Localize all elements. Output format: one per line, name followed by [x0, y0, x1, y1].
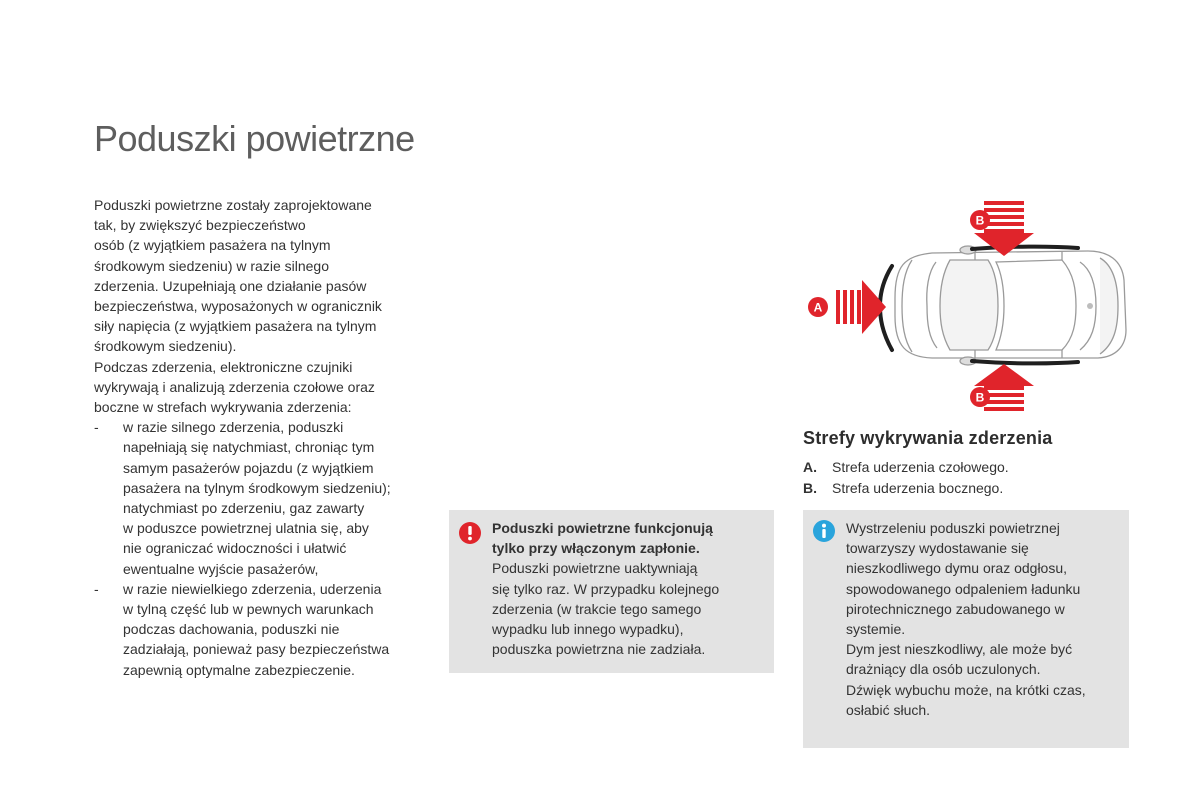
warning-icon — [459, 522, 481, 549]
list-item: A. Strefa uderzenia czołowego. — [803, 459, 1009, 475]
side-impact-zone-line-top — [972, 247, 1078, 249]
info-text — [846, 518, 1121, 720]
list-item: B. Strefa uderzenia bocznego. — [803, 480, 1004, 496]
page-title: Poduszki powietrzne — [94, 118, 415, 159]
impact-zones-diagram — [800, 200, 1140, 425]
svg-text:B: B — [975, 213, 985, 228]
warning-heading: Poduszki powietrzne funkcjonują tylko przy włączonym zapłonie. — [492, 520, 713, 557]
warning-body: Poduszki powietrzne uaktywniają się tylko raz. W przypadku kolejnego zderzenia (w trakcie tego samego wypadku lub innego wypadku), poduszka powietrzna nie zadziała. — [492, 560, 720, 658]
intro-text — [94, 195, 424, 680]
front-impact-arrow — [836, 280, 886, 334]
intro-paragraph-1: Poduszki powietrzne zostały zaprojektowane tak, by zwiększyć bezpieczeństwo osób (z wyjątkiem pasażera na tylnym środkowym siedzeniu) w razie silnego zderzenia. Uzupełniają one działanie pasów bezpieczeństwa, wyposażonych w ogranicznik siły napięcia (z wyjątkiem pasażera na tylnym środkowym siedzeniu). — [94, 197, 382, 355]
warning-text — [492, 518, 767, 659]
label-b-top — [970, 210, 990, 230]
list-item: - w razie niewielkiego zderzenia, uderzenia w tylną część lub w pewnych warunkach podczas dachowania, poduszki nie zadziałają, ponieważ pasy bezpieczeństwa zapewnią optymalne zabezpieczenie. — [94, 579, 424, 680]
zones-list — [803, 457, 1009, 499]
svg-text:A: A — [813, 300, 823, 315]
car-top-view — [895, 246, 1126, 365]
list-item: - w razie silnego zderzenia, poduszki napełniają się natychmiast, chroniąc tym samym pasażerów pojazdu (z wyjątkiem pasażera na tylnym środkowym siedzeniu); natychmiast po zderzeniu, gaz zawarty w poduszce powietrznej ulatnia się, aby nie ograniczać widoczności i ułatwić ewentualne wyjście pasażerów, — [94, 417, 424, 579]
info-icon — [813, 520, 835, 547]
label-b-bottom — [970, 387, 990, 407]
zones-title: Strefy wykrywania zderzenia — [803, 428, 1053, 448]
info-paragraph-3: Dźwięk wybuchu może, na krótki czas, osłabić słuch. — [846, 681, 1086, 718]
info-box — [803, 510, 1129, 748]
intro-paragraph-2: Podczas zderzenia, elektroniczne czujniki wykrywają i analizują zderzenia czołowe oraz boczne w strefach wykrywania zderzenia: — [94, 358, 375, 416]
impact-list — [94, 417, 424, 680]
info-paragraph-1: Wystrzeleniu poduszki powietrznej towarzyszy wydostawanie się nieszkodliwego dymu oraz odgłosu, spowodowanego odpaleniem ładunku pirotechnicznego zabudowanego w systemie. — [846, 520, 1081, 638]
info-paragraph-2: Dym jest nieszkodliwy, ale może być drażniący dla osób uczulonych. — [846, 641, 1073, 678]
svg-text:B: B — [975, 390, 985, 405]
side-impact-zone-line-bottom — [972, 361, 1078, 363]
label-a — [808, 297, 828, 317]
warning-box — [449, 510, 774, 673]
